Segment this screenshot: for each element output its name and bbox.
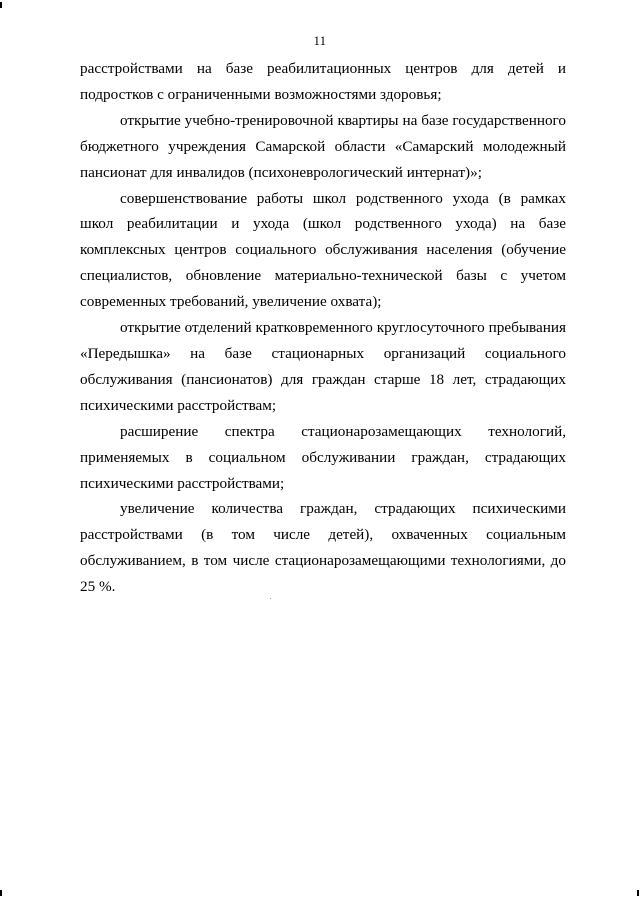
paragraph-continuation: расстройствами на базе реабилитационных центров для детей и подростков с ограниченными возможностями здоровья; (80, 60, 566, 103)
scan-edge-mark (0, 890, 2, 896)
paragraph-inpatient-replacing-tech: расширение спектра стационарозамещающих технологий, применяемых в социальном обслуживании граждан, страдающих психическими расстройствами; (80, 422, 566, 492)
paragraph-respite-units: открытие отделений кратковременного круглосуточного пребывания «Передышка» на базе стационарных организаций социального обслуживания (пансионатов) для граждан старше 18 лет, страдающих психическими расстройствам; (80, 319, 566, 414)
paragraph-training-apartment: открытие учебно-тренировочной квартиры на базе государственного бюджетного учреждения Самарской области «Самарский молодежный пансионат для инвалидов (психоневрологический интернат)»; (80, 111, 566, 181)
scan-speck (270, 598, 271, 599)
paragraph-coverage-increase: увеличение количества граждан, страдающих психическими расстройствами (в том числе детей), охваченных социальным обслуживанием, в том числе стационарозамещающими технологиями, до 25 %. (80, 500, 566, 596)
page-number: 11 (313, 34, 327, 48)
scan-edge-mark (637, 890, 639, 896)
document-body (80, 56, 566, 600)
paragraph-family-care-schools: совершенствование работы школ родственного ухода (в рамках школ реабилитации и ухода (школ родственного ухода) на базе комплексных центров социального обслуживания населения (обучение специалистов, обновление материально-технической базы с учетом современных требований, увеличение охвата); (80, 189, 566, 311)
scan-edge-mark (0, 2, 2, 8)
